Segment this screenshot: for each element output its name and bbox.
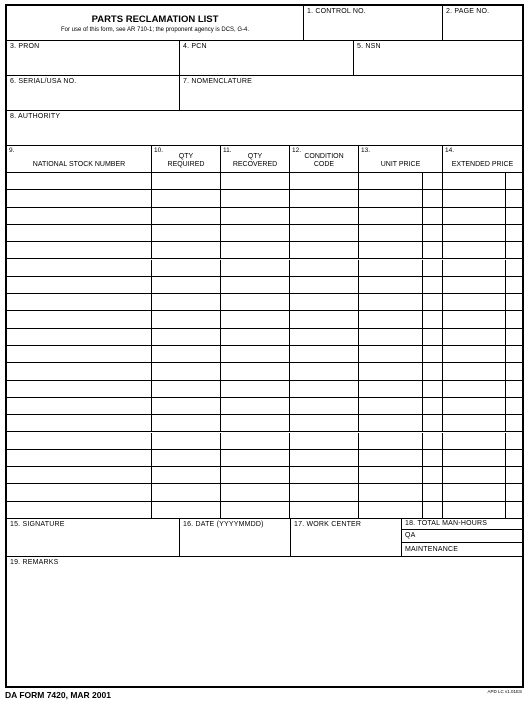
pron-label: 3. PRON bbox=[10, 43, 40, 50]
table-cell-divider bbox=[289, 433, 290, 449]
col-label: QTY RECOVERED bbox=[232, 153, 278, 168]
table-cell-divider bbox=[442, 398, 443, 414]
table-cell-divider bbox=[220, 242, 221, 258]
table-row[interactable] bbox=[7, 398, 522, 415]
table-cell-divider bbox=[505, 173, 506, 189]
table-row[interactable] bbox=[7, 208, 522, 225]
table-cell-divider bbox=[442, 502, 443, 518]
work-center-field[interactable] bbox=[291, 519, 402, 557]
table-cell-divider bbox=[289, 260, 290, 276]
col-number: 10. bbox=[154, 147, 164, 154]
nomenclature-field[interactable] bbox=[180, 76, 522, 111]
table-cell-divider bbox=[151, 502, 152, 518]
table-row[interactable] bbox=[7, 467, 522, 484]
table-cell-divider bbox=[422, 363, 423, 379]
table-cell-divider bbox=[422, 433, 423, 449]
man-hours-header bbox=[402, 519, 522, 530]
table-cell-divider bbox=[151, 277, 152, 293]
table-cell-divider bbox=[358, 467, 359, 483]
table-cell-divider bbox=[422, 294, 423, 310]
table-cell-divider bbox=[220, 225, 221, 241]
table-cell-divider bbox=[442, 484, 443, 500]
table-cell-divider bbox=[151, 260, 152, 276]
qa-label: QA bbox=[405, 532, 416, 539]
table-cell-divider bbox=[220, 294, 221, 310]
table-cell-divider bbox=[289, 502, 290, 518]
table-cell-divider bbox=[442, 415, 443, 431]
authority-field[interactable] bbox=[7, 111, 522, 146]
table-row[interactable] bbox=[7, 502, 522, 519]
col-number: 13. bbox=[361, 147, 371, 154]
table-cell-divider bbox=[505, 329, 506, 345]
table-row[interactable] bbox=[7, 294, 522, 311]
page-no-label: 2. PAGE NO. bbox=[446, 8, 490, 15]
table-cell-divider bbox=[220, 208, 221, 224]
parts-reclamation-form bbox=[5, 4, 524, 688]
table-cell-divider bbox=[151, 329, 152, 345]
signature-field[interactable] bbox=[7, 519, 180, 557]
table-cell-divider bbox=[505, 398, 506, 414]
table-cell-divider bbox=[358, 208, 359, 224]
table-cell-divider bbox=[505, 450, 506, 466]
table-cell-divider bbox=[422, 484, 423, 500]
table-cell-divider bbox=[220, 484, 221, 500]
table-row[interactable] bbox=[7, 450, 522, 467]
table-cell-divider bbox=[422, 173, 423, 189]
table-cell-divider bbox=[151, 294, 152, 310]
table-cell-divider bbox=[220, 467, 221, 483]
table-cell-divider bbox=[422, 450, 423, 466]
signature-label: 15. SIGNATURE bbox=[10, 521, 65, 528]
table-cell-divider bbox=[505, 363, 506, 379]
table-row[interactable] bbox=[7, 433, 522, 450]
table-cell-divider bbox=[289, 208, 290, 224]
table-cell-divider bbox=[151, 208, 152, 224]
table-cell-divider bbox=[505, 484, 506, 500]
table-cell-divider bbox=[358, 173, 359, 189]
table-cell-divider bbox=[220, 433, 221, 449]
col-label: UNIT PRICE bbox=[380, 161, 421, 168]
table-cell-divider bbox=[442, 346, 443, 362]
table-cell-divider bbox=[358, 294, 359, 310]
table-body bbox=[7, 173, 522, 519]
table-cell-divider bbox=[220, 381, 221, 397]
table-cell-divider bbox=[505, 260, 506, 276]
page-no-field[interactable] bbox=[443, 6, 522, 41]
table-cell-divider bbox=[442, 225, 443, 241]
table-cell-divider bbox=[289, 450, 290, 466]
table-cell-divider bbox=[442, 242, 443, 258]
form-version: APD LC v1.01ES bbox=[487, 689, 522, 694]
table-cell-divider bbox=[289, 398, 290, 414]
table-cell-divider bbox=[505, 190, 506, 206]
table-cell-divider bbox=[358, 311, 359, 327]
table-cell-divider bbox=[289, 311, 290, 327]
col-label: NATIONAL STOCK NUMBER bbox=[32, 161, 126, 168]
serial-label: 6. SERIAL/USA NO. bbox=[10, 78, 77, 85]
table-cell-divider bbox=[151, 450, 152, 466]
col-number: 14. bbox=[445, 147, 455, 154]
form-title: PARTS RECLAMATION LIST bbox=[91, 14, 219, 25]
form-id: DA FORM 7420, MAR 2001 bbox=[5, 690, 111, 700]
table-cell-divider bbox=[151, 467, 152, 483]
table-cell-divider bbox=[220, 346, 221, 362]
table-cell-divider bbox=[220, 450, 221, 466]
table-cell-divider bbox=[505, 225, 506, 241]
table-cell-divider bbox=[442, 277, 443, 293]
table-cell-divider bbox=[442, 190, 443, 206]
table-cell-divider bbox=[442, 433, 443, 449]
table-cell-divider bbox=[220, 173, 221, 189]
table-cell-divider bbox=[220, 398, 221, 414]
table-cell-divider bbox=[442, 381, 443, 397]
table-cell-divider bbox=[505, 208, 506, 224]
control-no-field[interactable] bbox=[304, 6, 443, 41]
table-cell-divider bbox=[422, 415, 423, 431]
table-cell-divider bbox=[289, 415, 290, 431]
col-header-unit-price bbox=[359, 146, 443, 173]
table-cell-divider bbox=[422, 190, 423, 206]
table-cell-divider bbox=[442, 329, 443, 345]
col-header-extended-price bbox=[443, 146, 522, 173]
table-cell-divider bbox=[151, 415, 152, 431]
table-cell-divider bbox=[289, 363, 290, 379]
table-row[interactable] bbox=[7, 242, 522, 259]
pcn-field[interactable] bbox=[180, 41, 354, 76]
table-row[interactable] bbox=[7, 415, 522, 432]
table-cell-divider bbox=[358, 484, 359, 500]
table-cell-divider bbox=[442, 450, 443, 466]
table-cell-divider bbox=[289, 277, 290, 293]
nomenclature-label: 7. NOMENCLATURE bbox=[183, 78, 252, 85]
table-cell-divider bbox=[220, 190, 221, 206]
table-row[interactable] bbox=[7, 260, 522, 277]
remarks-label: 19. REMARKS bbox=[10, 559, 59, 566]
table-cell-divider bbox=[151, 381, 152, 397]
table-row[interactable] bbox=[7, 363, 522, 380]
table-cell-divider bbox=[422, 398, 423, 414]
table-row[interactable] bbox=[7, 173, 522, 190]
date-field[interactable] bbox=[180, 519, 291, 557]
table-cell-divider bbox=[358, 190, 359, 206]
work-center-label: 17. WORK CENTER bbox=[294, 521, 362, 528]
table-row[interactable] bbox=[7, 346, 522, 363]
qa-field[interactable] bbox=[402, 530, 522, 543]
table-cell-divider bbox=[442, 294, 443, 310]
col-header-condition-code bbox=[290, 146, 359, 173]
maintenance-field[interactable] bbox=[402, 543, 522, 557]
table-cell-divider bbox=[505, 433, 506, 449]
table-cell-divider bbox=[358, 502, 359, 518]
table-cell-divider bbox=[358, 346, 359, 362]
pcn-label: 4. PCN bbox=[183, 43, 207, 50]
nsn-label: 5. NSN bbox=[357, 43, 381, 50]
form-subtitle: For use of this form, see AR 710-1; the proponent agency is DCS, G-4. bbox=[60, 27, 250, 33]
table-cell-divider bbox=[358, 277, 359, 293]
table-cell-divider bbox=[151, 242, 152, 258]
table-cell-divider bbox=[358, 381, 359, 397]
table-cell-divider bbox=[220, 329, 221, 345]
table-cell-divider bbox=[220, 311, 221, 327]
table-cell-divider bbox=[442, 363, 443, 379]
title-block bbox=[7, 6, 304, 41]
table-row[interactable] bbox=[7, 484, 522, 501]
table-cell-divider bbox=[505, 415, 506, 431]
table-cell-divider bbox=[505, 381, 506, 397]
table-cell-divider bbox=[151, 484, 152, 500]
table-cell-divider bbox=[505, 346, 506, 362]
table-cell-divider bbox=[289, 467, 290, 483]
maintenance-label: MAINTENANCE bbox=[405, 546, 459, 553]
table-cell-divider bbox=[442, 173, 443, 189]
table-cell-divider bbox=[358, 242, 359, 258]
table-cell-divider bbox=[151, 173, 152, 189]
col-number: 11. bbox=[223, 147, 232, 154]
pron-field[interactable] bbox=[7, 41, 180, 76]
table-row[interactable] bbox=[7, 329, 522, 346]
table-cell-divider bbox=[289, 381, 290, 397]
control-no-label: 1. CONTROL NO. bbox=[307, 8, 366, 15]
table-cell-divider bbox=[289, 346, 290, 362]
table-cell-divider bbox=[289, 294, 290, 310]
table-cell-divider bbox=[422, 502, 423, 518]
table-cell-divider bbox=[422, 208, 423, 224]
table-cell-divider bbox=[151, 363, 152, 379]
table-cell-divider bbox=[505, 311, 506, 327]
table-cell-divider bbox=[151, 311, 152, 327]
col-label: CONDITION CODE bbox=[304, 153, 344, 168]
table-cell-divider bbox=[422, 277, 423, 293]
table-cell-divider bbox=[220, 277, 221, 293]
table-cell-divider bbox=[220, 260, 221, 276]
table-cell-divider bbox=[422, 225, 423, 241]
nsn-field[interactable] bbox=[354, 41, 522, 76]
table-cell-divider bbox=[422, 242, 423, 258]
table-cell-divider bbox=[220, 502, 221, 518]
table-cell-divider bbox=[505, 294, 506, 310]
table-row[interactable] bbox=[7, 311, 522, 328]
table-cell-divider bbox=[422, 260, 423, 276]
col-number: 9. bbox=[9, 147, 15, 154]
table-cell-divider bbox=[220, 415, 221, 431]
table-cell-divider bbox=[442, 208, 443, 224]
col-label: EXTENDED PRICE bbox=[451, 161, 514, 168]
table-cell-divider bbox=[358, 329, 359, 345]
table-cell-divider bbox=[442, 260, 443, 276]
authority-label: 8. AUTHORITY bbox=[10, 113, 61, 120]
table-cell-divider bbox=[358, 363, 359, 379]
table-cell-divider bbox=[422, 467, 423, 483]
table-cell-divider bbox=[289, 329, 290, 345]
man-hours-label: 18. TOTAL MAN-HOURS bbox=[405, 520, 488, 527]
date-label: 16. DATE (YYYYMMDD) bbox=[183, 521, 264, 528]
table-cell-divider bbox=[422, 329, 423, 345]
table-cell-divider bbox=[505, 467, 506, 483]
table-cell-divider bbox=[289, 484, 290, 500]
table-row[interactable] bbox=[7, 381, 522, 398]
table-cell-divider bbox=[151, 398, 152, 414]
table-cell-divider bbox=[505, 242, 506, 258]
col-header-nsn bbox=[7, 146, 152, 173]
table-row[interactable] bbox=[7, 190, 522, 207]
table-cell-divider bbox=[220, 363, 221, 379]
serial-field[interactable] bbox=[7, 76, 180, 111]
table-cell-divider bbox=[358, 415, 359, 431]
table-cell-divider bbox=[422, 381, 423, 397]
col-label: QTY REQUIRED bbox=[167, 153, 205, 168]
table-cell-divider bbox=[505, 502, 506, 518]
col-header-qty-required bbox=[152, 146, 221, 173]
table-row[interactable] bbox=[7, 225, 522, 242]
table-cell-divider bbox=[358, 398, 359, 414]
table-cell-divider bbox=[151, 433, 152, 449]
table-cell-divider bbox=[151, 346, 152, 362]
table-cell-divider bbox=[151, 225, 152, 241]
table-cell-divider bbox=[442, 467, 443, 483]
table-row[interactable] bbox=[7, 277, 522, 294]
table-cell-divider bbox=[358, 260, 359, 276]
table-cell-divider bbox=[505, 277, 506, 293]
col-number: 12. bbox=[292, 147, 302, 154]
remarks-field[interactable] bbox=[7, 557, 522, 686]
table-cell-divider bbox=[289, 225, 290, 241]
table-cell-divider bbox=[289, 173, 290, 189]
table-cell-divider bbox=[422, 311, 423, 327]
table-cell-divider bbox=[422, 346, 423, 362]
col-header-qty-recovered bbox=[221, 146, 290, 173]
table-cell-divider bbox=[151, 190, 152, 206]
table-cell-divider bbox=[289, 242, 290, 258]
table-cell-divider bbox=[289, 190, 290, 206]
table-cell-divider bbox=[358, 450, 359, 466]
table-cell-divider bbox=[442, 311, 443, 327]
table-cell-divider bbox=[358, 225, 359, 241]
table-cell-divider bbox=[358, 433, 359, 449]
